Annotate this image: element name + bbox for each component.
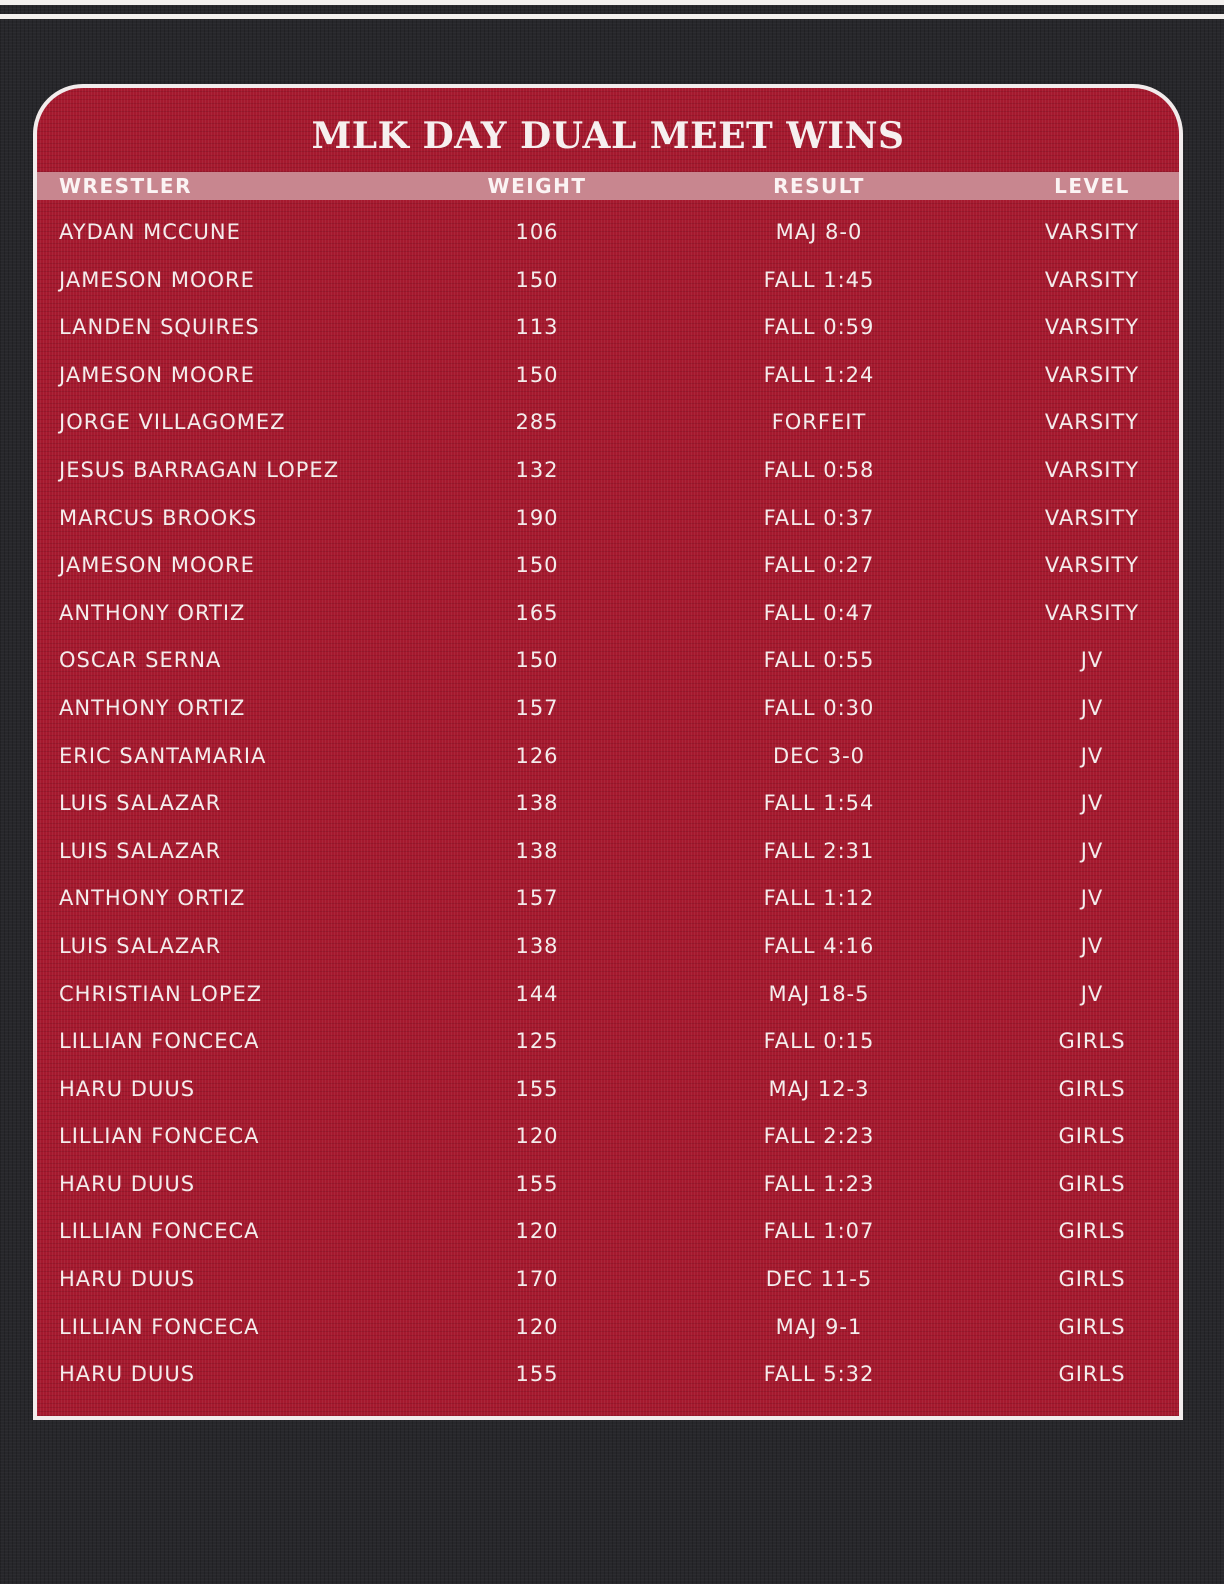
results-table-body [37,212,1179,1402]
table-row [37,402,1179,450]
result-value: FALL 4:16 [763,933,875,958]
table-row [37,1259,1179,1307]
level-value: GIRLS [1058,1124,1126,1149]
table-row [37,1021,1179,1069]
level-value: JV [1080,981,1104,1006]
result-value: FALL 1:45 [763,267,875,292]
wrestler-name: JESUS BARRAGAN LOPEZ [59,457,340,482]
result-value: DEC 3-0 [772,743,866,768]
column-header-weight: WEIGHT [487,174,587,198]
level-value: JV [1080,743,1104,768]
level-value: VARSITY [1044,505,1140,530]
weight-value: 155 [515,1076,559,1101]
level-value: VARSITY [1044,410,1140,435]
weight-value: 113 [515,315,559,340]
table-row [37,593,1179,641]
weight-value: 157 [515,886,559,911]
weight-value: 150 [515,267,559,292]
table-row [37,878,1179,926]
weight-value: 155 [515,1171,559,1196]
result-value: FALL 1:23 [763,1171,875,1196]
result-value: FALL 5:32 [763,1362,875,1387]
wrestler-name: ANTHONY ORTIZ [59,695,246,720]
wrestler-name: HARU DUUS [59,1076,196,1101]
table-row [37,307,1179,355]
table-row [37,1069,1179,1117]
result-value: FALL 1:12 [763,886,875,911]
wrestler-name: ANTHONY ORTIZ [59,600,246,625]
result-value: FALL 0:55 [763,648,875,673]
result-value: FALL 1:54 [763,791,875,816]
weight-value: 138 [515,838,559,863]
weight-value: 120 [515,1124,559,1149]
result-value: FALL 0:47 [763,600,875,625]
wrestler-name: JAMESON MOORE [59,267,255,292]
table-row [37,1164,1179,1212]
weight-value: 157 [515,695,559,720]
weight-value: 138 [515,933,559,958]
wrestler-name: JAMESON MOORE [59,553,255,578]
weight-value: 144 [515,981,559,1006]
level-value: GIRLS [1058,1171,1126,1196]
wrestler-name: ANTHONY ORTIZ [59,886,246,911]
result-value: MAJ 12-3 [768,1076,870,1101]
weight-value: 285 [515,410,559,435]
table-row [37,926,1179,974]
wrestler-name: HARU DUUS [59,1267,196,1292]
page-title: MLK DAY DUAL MEET WINS [311,115,905,157]
wrestler-name: ERIC SANTAMARIA [59,743,267,768]
wrestler-name: LILLIAN FONCECA [59,1124,260,1149]
result-value: FALL 0:27 [763,553,875,578]
weight-value: 132 [515,457,559,482]
wrestler-name: HARU DUUS [59,1171,196,1196]
wrestler-name: JAMESON MOORE [59,362,255,387]
wrestler-name: JORGE VILLAGOMEZ [59,410,286,435]
wrestler-name: AYDAN MCCUNE [59,220,241,244]
level-value: GIRLS [1058,1314,1126,1339]
weight-value: 190 [515,505,559,530]
result-value: FORFEIT [771,410,867,435]
weight-value: 150 [515,553,559,578]
level-value: JV [1080,838,1104,863]
level-value: JV [1080,648,1104,673]
wrestler-name: LILLIAN FONCECA [59,1029,260,1054]
table-row [37,974,1179,1022]
result-value: FALL 0:30 [763,695,875,720]
result-value: FALL 1:07 [763,1219,875,1244]
result-value: FALL 0:58 [763,457,875,482]
weight-value: 106 [515,220,559,244]
level-value: VARSITY [1044,267,1140,292]
level-value: VARSITY [1044,362,1140,387]
wrestler-name: HARU DUUS [59,1362,196,1387]
weight-value: 150 [515,648,559,673]
weight-value: 150 [515,362,559,387]
result-value: FALL 2:31 [763,838,875,863]
table-row [37,545,1179,593]
level-value: VARSITY [1044,553,1140,578]
level-value: GIRLS [1058,1076,1126,1101]
result-value: MAJ 18-5 [768,981,870,1006]
table-row [37,355,1179,403]
level-value: GIRLS [1058,1029,1126,1054]
table-row [37,450,1179,498]
level-value: GIRLS [1058,1362,1126,1387]
wrestler-name: LILLIAN FONCECA [59,1314,260,1339]
result-value: DEC 11-5 [765,1267,873,1292]
column-header-level: LEVEL [1054,174,1130,198]
weight-value: 126 [515,743,559,768]
level-value: VARSITY [1044,220,1140,244]
top-decorative-lines [0,0,1224,26]
wrestler-name: OSCAR SERNA [59,648,222,673]
table-row [37,498,1179,546]
weight-value: 170 [515,1267,559,1292]
table-row [37,1354,1179,1402]
weight-value: 125 [515,1029,559,1054]
table-header [37,172,1179,200]
weight-value: 120 [515,1219,559,1244]
result-value: FALL 0:15 [763,1029,875,1054]
level-value: VARSITY [1044,457,1140,482]
wrestler-name: MARCUS BROOKS [59,505,258,530]
result-value: MAJ 9-1 [775,1314,863,1339]
table-row [37,688,1179,736]
table-row [37,736,1179,784]
column-header-wrestler: WRESTLER [59,174,192,198]
weight-value: 138 [515,791,559,816]
result-value: MAJ 8-0 [775,220,863,244]
level-value: JV [1080,791,1104,816]
results-card [33,84,1183,1420]
table-row [37,212,1179,260]
wrestler-name: LUIS SALAZAR [59,791,222,816]
level-value: JV [1080,886,1104,911]
table-row [37,260,1179,308]
wrestler-name: LANDEN SQUIRES [59,315,260,340]
weight-value: 120 [515,1314,559,1339]
wrestler-name: LILLIAN FONCECA [59,1219,260,1244]
wrestler-name: LUIS SALAZAR [59,933,222,958]
table-row [37,783,1179,831]
result-value: FALL 0:37 [763,505,875,530]
column-header-result: RESULT [773,174,865,198]
table-row [37,640,1179,688]
wrestler-name: LUIS SALAZAR [59,838,222,863]
table-row [37,1307,1179,1355]
table-row [37,1211,1179,1259]
level-value: JV [1080,695,1104,720]
table-row [37,831,1179,879]
result-value: FALL 1:24 [763,362,875,387]
result-value: FALL 2:23 [763,1124,875,1149]
level-value: VARSITY [1044,600,1140,625]
weight-value: 155 [515,1362,559,1387]
level-value: GIRLS [1058,1267,1126,1292]
level-value: JV [1080,933,1104,958]
level-value: VARSITY [1044,315,1140,340]
weight-value: 165 [515,600,559,625]
wrestler-name: CHRISTIAN LOPEZ [59,981,263,1006]
table-row [37,1116,1179,1164]
result-value: FALL 0:59 [763,315,875,340]
level-value: GIRLS [1058,1219,1126,1244]
